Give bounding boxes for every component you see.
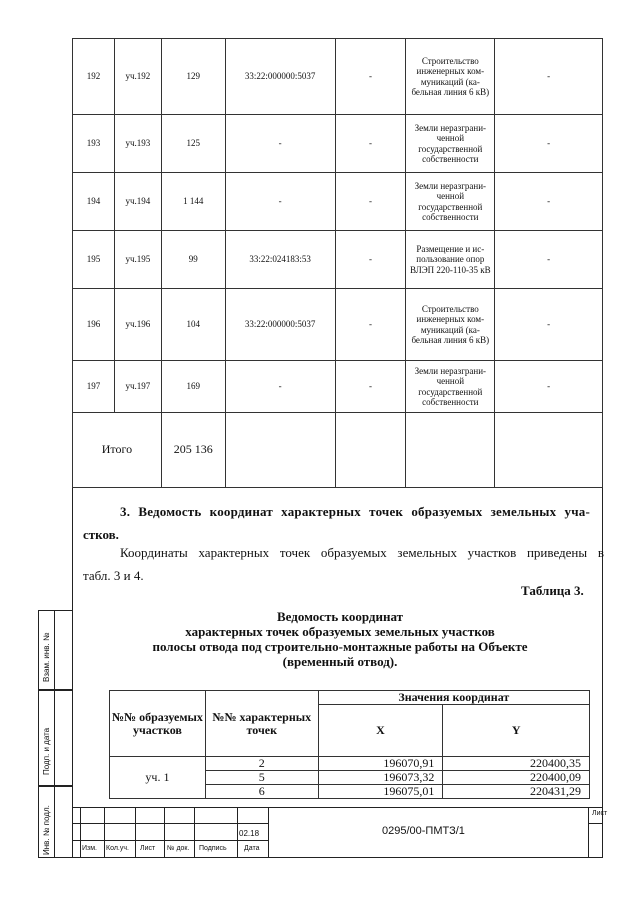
plot-area: 99 [161,231,225,289]
document-code: 0295/00-ПМТЗ/1 [382,825,465,837]
plot-area: 1 144 [161,173,225,231]
stamp-ndok: № док. [167,845,190,852]
point-number: 2 [205,757,318,771]
total-label: Итого [73,413,162,488]
parcels-table [72,38,603,488]
row-number: 195 [73,231,115,289]
plot-name: уч.195 [114,231,161,289]
plot-area: 169 [161,361,225,413]
table-row [73,39,603,115]
col-dash: - [335,39,406,115]
table-row [73,231,603,289]
parcel-name: уч. 1 [110,757,206,799]
coord-y: 220400,35 [443,757,590,771]
plot-area: 104 [161,289,225,361]
purpose: Строительство инженерных ком-муникаций (ка-бельная линия 6 кВ) [406,39,495,115]
plot-area: 125 [161,115,225,173]
row-number: 194 [73,173,115,231]
section-heading: 3. Ведомость координат характерных точек образуемых земельных уча- [120,504,590,519]
table-title: Ведомость координат характерных точек образуемых земельных участков полосы отвода под строительно-монтажные работы на Объекте (временный отвод). [152,609,528,669]
empty-cell [406,413,495,488]
section-heading-cont: стков. [83,527,119,542]
empty-cell [335,413,406,488]
total-value: 205 136 [161,413,225,488]
row-number: 196 [73,289,115,361]
cadastral-number: 33:22:024183:53 [225,231,335,289]
purpose: Земли неразграни-ченной государственной собственности [406,115,495,173]
cadastral-number: - [225,173,335,231]
plot-name: уч.192 [114,39,161,115]
cadastral-number: - [225,361,335,413]
header-y: Y [443,705,590,757]
cadastral-number: 33:22:000000:5037 [225,39,335,115]
stamp-kol: Кол.уч. [106,845,129,852]
header-values: Значения координат [318,691,589,705]
cadastral-number: - [225,115,335,173]
plot-name: уч.196 [114,289,161,361]
col-dash-2: - [495,231,603,289]
empty-cell [495,413,603,488]
coord-x: 196075,01 [318,785,443,799]
table-row [73,289,603,361]
paragraph: Координаты характерных точек образуемых земельных участков приведены в [120,545,604,560]
header-x: X [318,705,443,757]
coord-row [110,757,590,771]
point-number: 5 [205,771,318,785]
purpose: Земли неразграни-ченной государственной собственности [406,173,495,231]
cadastral-number: 33:22:000000:5037 [225,289,335,361]
plot-name: уч.197 [114,361,161,413]
plot-name: уч.193 [114,115,161,173]
coord-x: 196073,32 [318,771,443,785]
header-parcels: №№ образуемых участков [110,691,206,757]
table-row [73,115,603,173]
side-label-vzam: Взам. инв. № [42,632,51,682]
table-row [73,361,603,413]
coord-y: 220431,29 [443,785,590,799]
purpose: Строительство инженерных ком-муникаций (ка-бельная линия 6 кВ) [406,289,495,361]
plot-name: уч.194 [114,173,161,231]
col-dash-2: - [495,115,603,173]
col-dash-2: - [495,289,603,361]
col-dash: - [335,289,406,361]
row-number: 193 [73,115,115,173]
purpose: Земли неразграни-ченной государственной собственности [406,361,495,413]
empty-cell [225,413,335,488]
stamp-list: Лист [140,845,156,852]
table-row [73,173,603,231]
plot-area: 129 [161,39,225,115]
side-label-podp: Подп. и дата [42,727,51,775]
coord-y: 220400,09 [443,771,590,785]
col-dash: - [335,115,406,173]
col-dash: - [335,173,406,231]
side-label-inv: Инв. № подл. [42,805,51,855]
row-number: 192 [73,39,115,115]
stamp-podpis: Подпись [199,845,227,852]
col-dash-2: - [495,173,603,231]
coord-x: 196070,91 [318,757,443,771]
stamp-data: Дата [244,845,260,852]
stamp-izm: Изм. [82,845,97,852]
stamp-date-value: 02.18 [239,829,260,838]
row-number: 197 [73,361,115,413]
col-dash: - [335,361,406,413]
total-row [73,413,603,488]
col-dash-2: - [495,361,603,413]
stamp-sheet: Лист [592,810,608,817]
coords-table [109,690,590,799]
purpose: Размещение и ис-пользование опор ВЛЭП 220-110-35 кВ [406,231,495,289]
col-dash-2: - [495,39,603,115]
col-dash: - [335,231,406,289]
table-number: Таблица 3. [521,583,584,598]
paragraph-cont: табл. 3 и 4. [83,568,144,583]
point-number: 6 [205,785,318,799]
header-points: №№ характерных точек [205,691,318,757]
